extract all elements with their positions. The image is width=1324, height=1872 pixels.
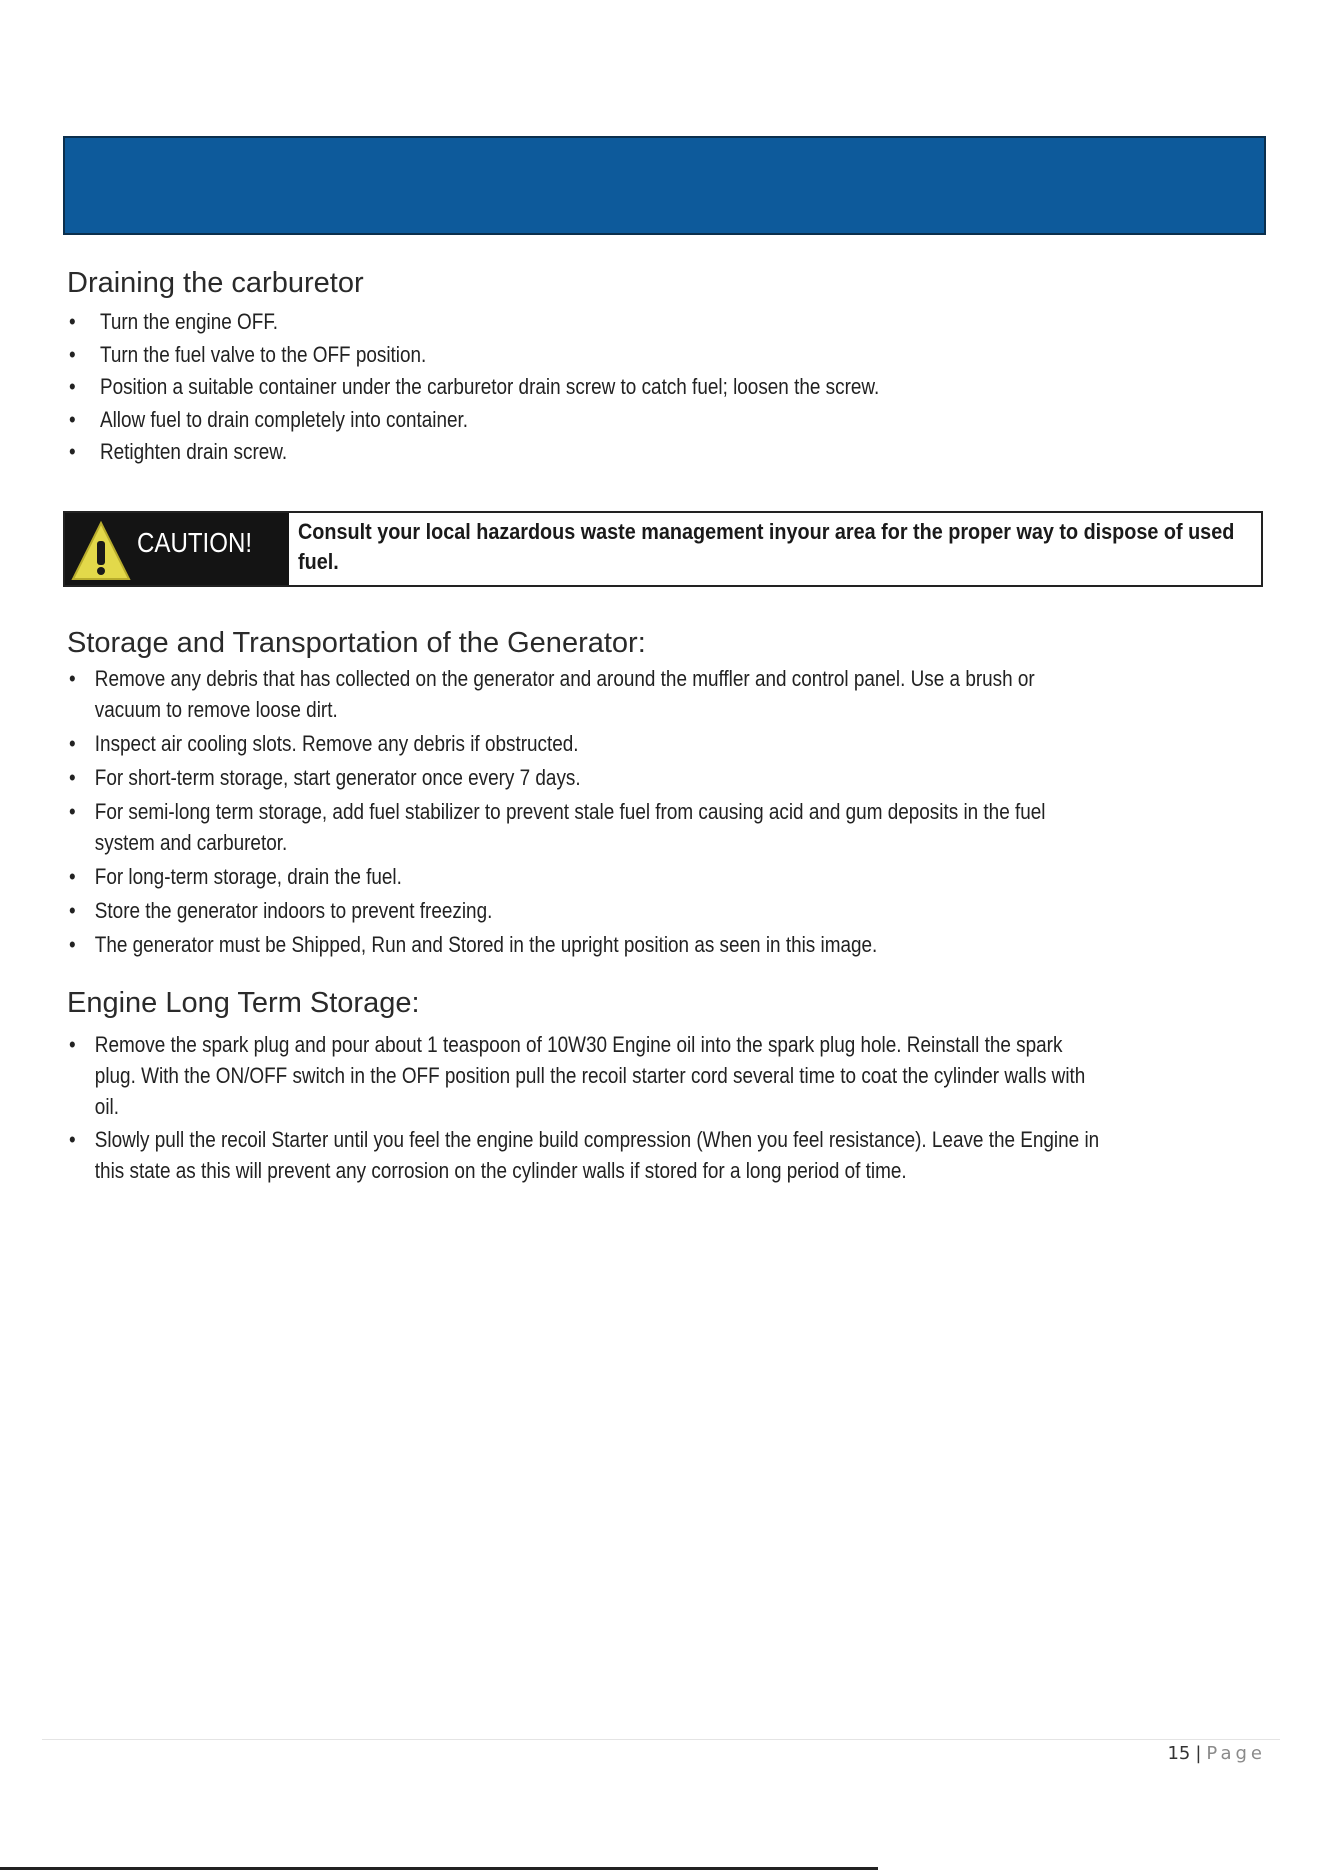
bullet-icon: • — [69, 864, 76, 889]
draining-steps-list — [69, 306, 1084, 469]
list-item: • For semi-long term storage, add fuel stabilizer to prevent stale fuel from causing acid and gum deposits in the fuel system and carburetor. — [69, 796, 1101, 858]
bullet-icon: • — [69, 374, 76, 399]
bullet-icon: • — [69, 666, 76, 691]
bullet-icon: • — [69, 341, 76, 367]
list-item: • Inspect air cooling slots. Remove any debris if obstructed. — [69, 728, 1101, 759]
bullet-icon: • — [69, 406, 76, 432]
list-item: • Slowly pull the recoil Starter until you feel the engine build compression (When you feel resistance). Leave the Engine in this state as this will prevent any corrosion on the cylinder walls if stored for a long period of time. — [69, 1124, 1101, 1186]
heading-engine-storage: Engine Long Term Storage: — [67, 987, 420, 1019]
bullet-icon: • — [69, 731, 76, 756]
list-item: • Turn the engine OFF. — [69, 306, 1084, 339]
caution-box — [63, 511, 1263, 587]
bullet-icon: • — [69, 765, 76, 790]
bullet-icon: • — [69, 439, 76, 464]
list-item: • Turn the fuel valve to the OFF position. — [69, 339, 1084, 372]
caution-message: Consult your local hazardous waste management inyour area for the proper way to dispose of used fuel. — [298, 519, 1235, 574]
bullet-icon: • — [69, 1032, 76, 1057]
bullet-icon: • — [69, 932, 76, 957]
bottom-edge-line — [0, 1867, 878, 1870]
footer-divider — [42, 1739, 1280, 1740]
bullet-icon: • — [69, 1127, 76, 1152]
storage-steps-list — [69, 663, 1101, 963]
caution-word: CAUTION! — [137, 527, 253, 558]
heading-storage-transport: Storage and Transportation of the Generator: — [67, 627, 646, 659]
list-item: • For short-term storage, start generator once every 7 days. — [69, 762, 1101, 793]
page-separator: | — [1195, 1743, 1202, 1764]
list-item: • Retighten drain screw. — [69, 436, 1084, 469]
bullet-icon: • — [69, 799, 76, 824]
list-item: • Remove the spark plug and pour about 1 teaspoon of 10W30 Engine oil into the spark plug hole. Reinstall the spark plug. With the ON/OFF switch in the OFF position pull the recoil starter cord several time to coat the cylinder walls with oil. — [69, 1029, 1101, 1122]
list-item: • Store the generator indoors to prevent freezing. — [69, 895, 1101, 926]
list-item: • Position a suitable container under the carburetor drain screw to catch fuel; loosen the screw. — [69, 371, 1084, 404]
engine-storage-list — [69, 1029, 1101, 1188]
page-number — [1167, 1743, 1266, 1764]
bullet-icon: • — [69, 898, 76, 923]
warning-triangle-icon — [71, 519, 131, 583]
section-header-banner — [63, 136, 1266, 235]
bullet-icon: • — [69, 309, 76, 334]
caution-label — [65, 513, 289, 585]
list-item: • For long-term storage, drain the fuel. — [69, 861, 1101, 892]
list-item: • Remove any debris that has collected on the generator and around the muffler and control panel. Use a brush or vacuum to remove loose dirt. — [69, 663, 1101, 725]
list-item: • Allow fuel to drain completely into container. — [69, 404, 1084, 437]
heading-draining: Draining the carburetor — [67, 267, 364, 299]
list-item: • The generator must be Shipped, Run and Stored in the upright position as seen in this image. — [69, 929, 1101, 960]
page-number-value: 15 — [1167, 1743, 1191, 1764]
page-word: Page — [1206, 1743, 1266, 1764]
